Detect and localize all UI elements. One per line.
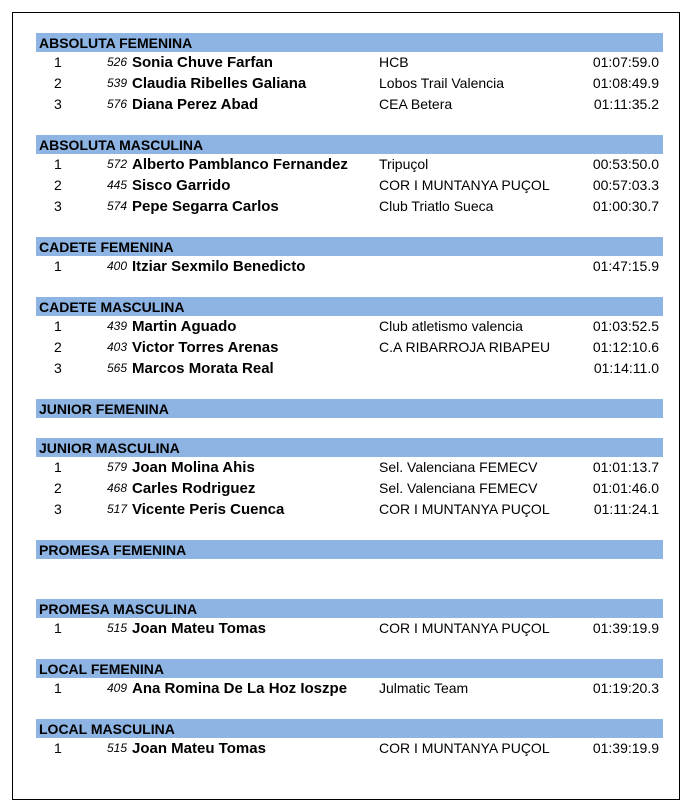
club-name: Club Triatlo Sueca [379, 198, 494, 214]
finish-time: 01:00:30.7 [592, 198, 659, 214]
finish-time: 01:39:19.9 [592, 740, 659, 756]
runner-name: Diana Perez Abad [132, 96, 259, 113]
section-absoluta-masculina [36, 135, 663, 217]
section-local-masculina [36, 719, 663, 759]
result-row [36, 52, 663, 73]
result-row [36, 94, 663, 115]
bib-number: 574 [106, 199, 127, 213]
result-row [36, 358, 663, 379]
position: 2 [54, 75, 62, 91]
bib-number: 572 [106, 157, 127, 171]
position: 3 [54, 198, 62, 214]
finish-time: 01:03:52.5 [592, 318, 659, 334]
section-header: JUNIOR MASCULINA [36, 438, 663, 457]
spacer [36, 217, 663, 237]
result-row [36, 678, 663, 699]
section-absoluta-femenina [36, 33, 663, 115]
bib-number: 576 [106, 97, 127, 111]
spacer [36, 277, 663, 297]
section-promesa-femenina [36, 540, 663, 559]
result-row [36, 196, 663, 217]
bib-number: 515 [106, 621, 127, 635]
spacer [36, 379, 663, 399]
section-header: ABSOLUTA FEMENINA [36, 33, 663, 52]
club-name: COR I MUNTANYA PUÇOL [379, 620, 550, 636]
finish-time: 01:14:11.0 [593, 360, 659, 376]
runner-name: Martin Aguado [132, 318, 237, 335]
result-row [36, 618, 663, 639]
runner-name: Sonia Chuve Farfan [132, 54, 273, 71]
section-junior-femenina [36, 399, 663, 418]
result-row [36, 337, 663, 358]
club-name: HCB [379, 54, 409, 70]
position: 1 [54, 258, 62, 274]
section-promesa-masculina [36, 599, 663, 639]
section-header: ABSOLUTA MASCULINA [36, 135, 663, 154]
position: 1 [54, 680, 62, 696]
section-header: CADETE MASCULINA [36, 297, 663, 316]
position: 2 [54, 480, 62, 496]
result-row [36, 73, 663, 94]
club-name: C.A RIBARROJA RIBAPEU [379, 339, 551, 355]
runner-name: Claudia Ribelles Galiana [132, 75, 307, 92]
result-row [36, 175, 663, 196]
club-name: Tripuçol [379, 156, 429, 172]
section-cadete-femenina [36, 237, 663, 277]
runner-name: Pepe Segarra Carlos [132, 198, 279, 215]
section-header: PROMESA MASCULINA [36, 599, 663, 618]
club-name: Sel. Valenciana FEMECV [379, 480, 538, 496]
club-name: COR I MUNTANYA PUÇOL [379, 501, 550, 517]
runner-name: Joan Mateu Tomas [132, 740, 266, 757]
position: 2 [54, 339, 62, 355]
position: 1 [54, 620, 62, 636]
club-name: COR I MUNTANYA PUÇOL [379, 177, 550, 193]
finish-time: 01:19:20.3 [592, 680, 659, 696]
position: 2 [54, 177, 62, 193]
spacer [36, 559, 663, 599]
bib-number: 400 [106, 259, 127, 273]
result-row [36, 499, 663, 520]
results-list [36, 33, 663, 759]
runner-name: Victor Torres Arenas [132, 339, 279, 356]
finish-time: 01:01:46.0 [592, 480, 659, 496]
section-header: PROMESA FEMENINA [36, 540, 663, 559]
section-local-femenina [36, 659, 663, 699]
section-header: LOCAL MASCULINA [36, 719, 663, 738]
section-header: CADETE FEMENINA [36, 237, 663, 256]
section-header: LOCAL FEMENINA [36, 659, 663, 678]
position: 1 [54, 318, 62, 334]
finish-time: 00:53:50.0 [592, 156, 659, 172]
position: 3 [54, 501, 62, 517]
bib-number: 526 [106, 55, 127, 69]
result-row [36, 738, 663, 759]
club-name: Julmatic Team [379, 680, 469, 696]
runner-name: Marcos Morata Real [132, 360, 274, 377]
spacer [36, 639, 663, 659]
finish-time: 01:01:13.7 [592, 459, 659, 475]
bib-number: 515 [106, 741, 127, 755]
spacer [36, 115, 663, 135]
club-name: CEA Betera [379, 96, 453, 112]
spacer [36, 418, 663, 438]
spacer [36, 520, 663, 540]
club-name: Lobos Trail Valencia [379, 75, 505, 91]
finish-time: 01:07:59.0 [592, 54, 659, 70]
bib-number: 409 [106, 681, 127, 695]
bib-number: 439 [106, 319, 127, 333]
finish-time: 00:57:03.3 [592, 177, 659, 193]
result-row [36, 316, 663, 337]
section-junior-masculina [36, 438, 663, 520]
runner-name: Carles Rodriguez [132, 480, 256, 497]
runner-name: Itziar Sexmilo Benedicto [132, 258, 306, 275]
runner-name: Alberto Pamblanco Fernandez [132, 156, 348, 173]
spacer [36, 699, 663, 719]
section-header: JUNIOR FEMENINA [36, 399, 663, 418]
finish-time: 01:11:35.2 [593, 96, 659, 112]
bib-number: 517 [106, 502, 127, 516]
runner-name: Ana Romina De La Hoz Ioszpe [132, 680, 348, 697]
position: 1 [54, 156, 62, 172]
section-cadete-masculina [36, 297, 663, 379]
position: 1 [54, 740, 62, 756]
runner-name: Vicente Peris Cuenca [132, 501, 285, 518]
finish-time: 01:08:49.9 [592, 75, 659, 91]
result-row [36, 154, 663, 175]
runner-name: Joan Molina Ahis [132, 459, 255, 476]
finish-time: 01:39:19.9 [592, 620, 659, 636]
runner-name: Sisco Garrido [132, 177, 231, 194]
finish-time: 01:11:24.1 [593, 501, 659, 517]
finish-time: 01:12:10.6 [592, 339, 659, 355]
bib-number: 565 [106, 361, 127, 375]
position: 1 [54, 54, 62, 70]
result-row [36, 256, 663, 277]
finish-time: 01:47:15.9 [592, 258, 659, 274]
club-name: Club atletismo valencia [379, 318, 523, 334]
bib-number: 468 [106, 481, 127, 495]
bib-number: 579 [106, 460, 127, 474]
runner-name: Joan Mateu Tomas [132, 620, 266, 637]
bib-number: 445 [106, 178, 127, 192]
club-name: COR I MUNTANYA PUÇOL [379, 740, 550, 756]
bib-number: 539 [106, 76, 127, 90]
position: 1 [54, 459, 62, 475]
result-row [36, 457, 663, 478]
bib-number: 403 [106, 340, 127, 354]
result-row [36, 478, 663, 499]
position: 3 [54, 360, 62, 376]
position: 3 [54, 96, 62, 112]
club-name: Sel. Valenciana FEMECV [379, 459, 538, 475]
